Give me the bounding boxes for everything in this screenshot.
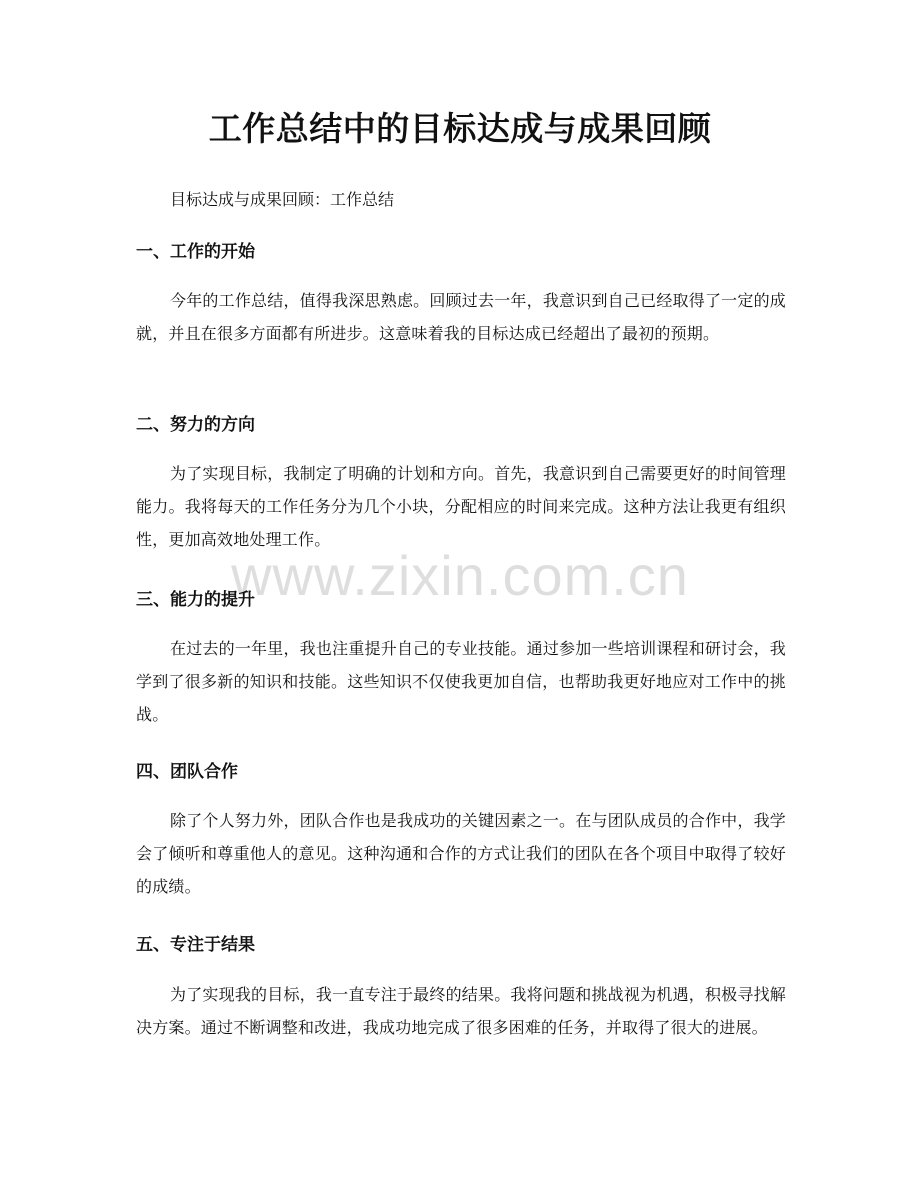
document-title: 工作总结中的目标达成与成果回顾 [208, 109, 712, 148]
section-paragraph-4: 除了个人努力外，团队合作也是我成功的关键因素之一。在与团队成员的合作中，我学会了倾听和尊重他人的意见。这种沟通和合作的方式让我们的团队在各个项目中取得了较好的成绩。 [136, 811, 786, 896]
section-heading-2: 二、努力的方向 [136, 415, 255, 435]
section-heading-3: 三、能力的提升 [136, 590, 255, 610]
section-paragraph-1: 今年的工作总结，值得我深思熟虑。回顾过去一年，我意识到自己已经取得了一定的成就，并且在很多方面都有所进步。这意味着我的目标达成已经超出了最初的预期。 [136, 291, 786, 343]
document-subtitle: 目标达成与成果回顾：工作总结 [170, 190, 395, 209]
section-heading-1: 一、工作的开始 [136, 242, 255, 262]
section-paragraph-5: 为了实现我的目标，我一直专注于最终的结果。我将问题和挑战视为机遇，积极寻找解决方案。通过不断调整和改进，我成功地完成了很多困难的任务，并取得了很大的进展。 [136, 985, 786, 1037]
section-paragraph-3: 在过去的一年里，我也注重提升自己的专业技能。通过参加一些培训课程和研讨会，我学到了很多新的知识和技能。这些知识不仅使我更加自信，也帮助我更好地应对工作中的挑战。 [136, 639, 786, 724]
section-heading-4: 四、团队合作 [136, 762, 238, 782]
section-heading-5: 五、专注于结果 [136, 935, 255, 955]
watermark: www.zixin.com.cn [231, 544, 689, 607]
section-paragraph-2: 为了实现目标，我制定了明确的计划和方向。首先，我意识到自己需要更好的时间管理能力。我将每天的工作任务分为几个小块，分配相应的时间来完成。这种方法让我更有组织性，更加高效地处理工作。 [136, 464, 786, 549]
